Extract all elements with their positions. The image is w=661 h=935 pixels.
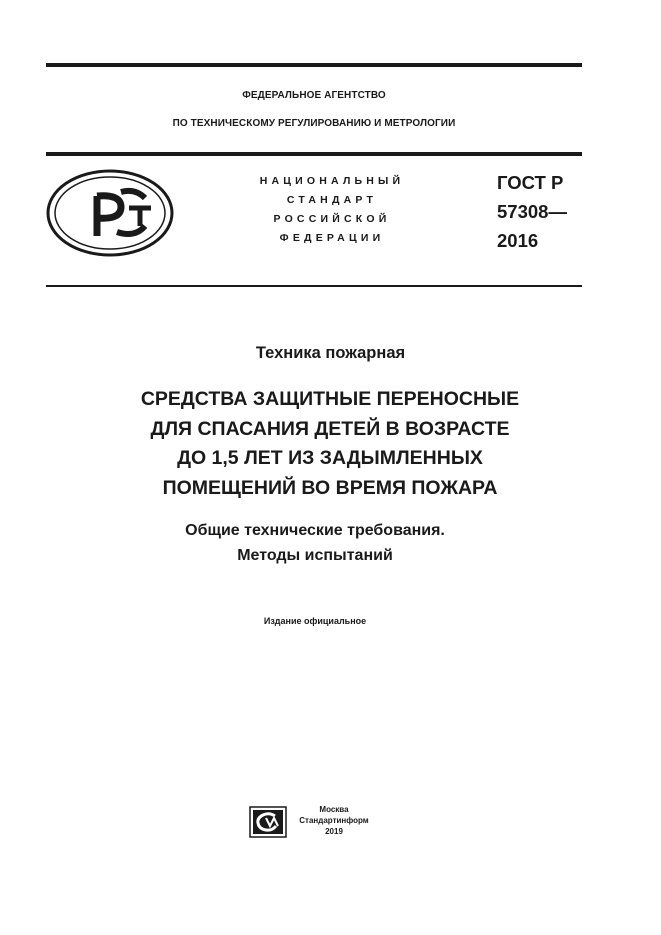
title-line: ДО 1,5 ЛЕТ ИЗ ЗАДЫМЛЕННЫХ [177,447,483,469]
standard-type-line: НАЦИОНАЛЬНЫЙ [259,175,405,187]
standard-type-line: ФЕДЕРАЦИИ [279,232,385,244]
publisher-info [292,804,376,837]
requirements-heading [0,518,630,568]
publisher-year: 2019 [325,827,343,836]
gost-number [497,168,567,255]
requirements-line: Методы испытаний [237,547,393,564]
standard-type-line: РОССИЙСКОЙ [273,213,391,225]
edition-note: Издание официальное [263,616,367,626]
section-rule [46,285,582,287]
publisher-name: Стандартинформ [299,816,369,825]
gost-number-line: 2016 [497,230,539,251]
gost-number-line: ГОСТ Р [497,172,564,193]
document-subtitle: Техника пожарная [255,344,406,362]
title-line: ПОМЕЩЕНИЙ ВО ВРЕМЯ ПОЖАРА [162,476,498,499]
standard-type-line: СТАНДАРТ [286,194,378,206]
rst-certification-mark-icon [45,168,175,258]
gost-number-line: 57308— [497,201,567,222]
document-title [60,385,600,503]
agency-name-line-1: ФЕДЕРАЛЬНОЕ АГЕНТСТВО [242,90,386,101]
header-rule [46,152,582,156]
title-line: СРЕДСТВА ЗАЩИТНЫЕ ПЕРЕНОСНЫЕ [140,388,520,410]
publisher-city: Москва [319,805,349,814]
requirements-line: Общие технические требования. [185,522,445,539]
agency-name-line-2: ПО ТЕХНИЧЕСКОМУ РЕГУЛИРОВАНИЮ И МЕТРОЛОГИИ [172,118,456,129]
top-rule [46,63,582,67]
standartinform-logo-icon [249,806,287,838]
title-line: ДЛЯ СПАСАНИЯ ДЕТЕЙ В ВОЗРАСТЕ [150,417,510,440]
standard-type [232,172,432,248]
